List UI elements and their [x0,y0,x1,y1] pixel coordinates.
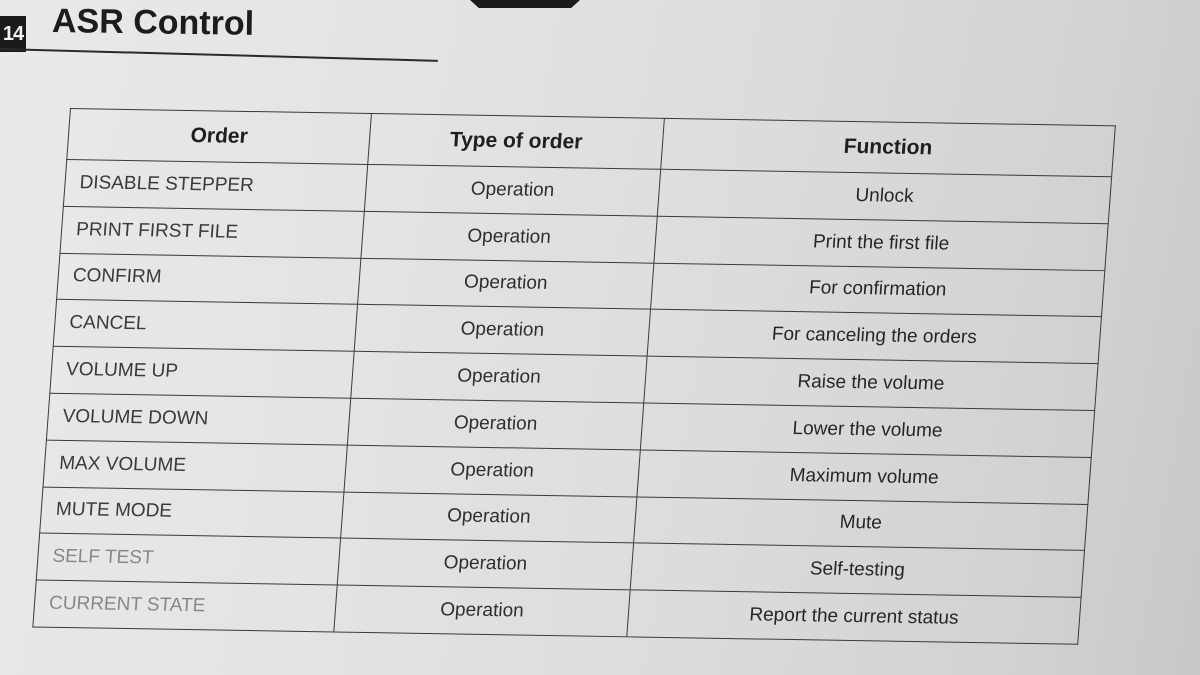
order-cell: CANCEL [53,300,357,352]
column-header-type: Type of order [368,113,665,169]
function-cell: Lower the volume [640,403,1094,457]
function-cell: Print the first file [654,216,1108,270]
column-header-order: Order [67,109,372,165]
column-header-function: Function [661,118,1116,176]
type-cell: Operation [361,211,657,263]
type-cell: Operation [364,164,660,216]
function-cell: Unlock [657,169,1111,223]
type-cell: Operation [337,538,633,590]
section-title: ASR Control [51,2,255,43]
type-cell: Operation [351,351,647,403]
type-cell: Operation [341,492,637,544]
order-cell: CONFIRM [57,253,361,305]
top-edge-mark [470,0,580,8]
page-number-badge: 14 [0,16,26,52]
type-cell: Operation [354,305,650,357]
order-cell: SELF TEST [36,533,340,585]
asr-command-table [32,108,1116,645]
function-cell: Mute [634,497,1088,551]
title-underline [0,48,438,62]
order-cell: PRINT FIRST FILE [60,206,364,258]
asr-table-container [32,108,1120,645]
function-cell: For confirmation [651,263,1105,317]
function-cell: Raise the volume [644,356,1098,410]
order-cell: DISABLE STEPPER [63,159,367,211]
order-cell: MUTE MODE [40,487,344,539]
function-cell: Maximum volume [637,450,1091,504]
order-cell: MAX VOLUME [43,440,347,492]
order-cell: CURRENT STATE [33,580,337,632]
type-cell: Operation [347,398,643,450]
type-cell: Operation [358,258,654,310]
function-cell: For canceling the orders [647,310,1101,364]
function-cell: Self-testing [630,543,1084,597]
type-cell: Operation [344,445,640,497]
order-cell: VOLUME UP [50,346,354,398]
function-cell: Report the current status [627,590,1081,644]
type-cell: Operation [334,585,630,637]
order-cell: VOLUME DOWN [46,393,350,445]
